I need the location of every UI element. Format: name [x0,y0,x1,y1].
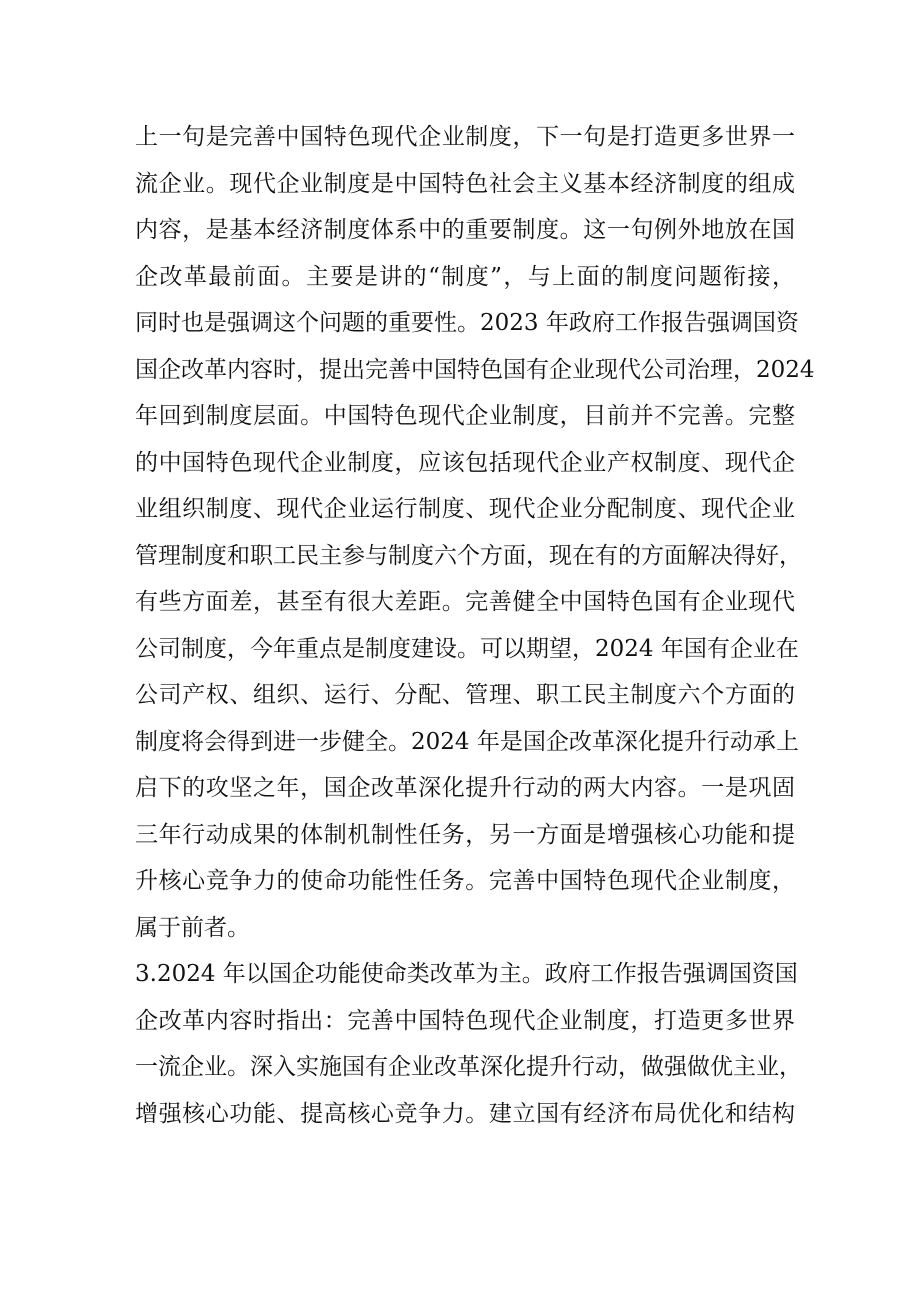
paragraph-1-line-2: 流企业。现代企业制度是中国特色社会主义基本经济制度的组成 [135,170,795,197]
paragraph-1-line-6: 国企改革内容时，提出完善中国特色国有企业现代公司治理，2024 [135,356,815,383]
paragraph-1-line-3: 内容，是基本经济制度体系中的重要制度。这一句例外地放在国 [135,217,795,243]
paragraph-1-line-18: 属于前者。 [135,914,250,941]
paragraph-1-line-12: 公司制度，今年重点是制度建设。可以期望，2024 年国有企业在 [135,635,799,662]
paragraph-1-line-11: 有些方面差，甚至有很大差距。完善健全中国特色国有企业现代 [135,589,795,615]
paragraph-2-line-2: 企改革内容时指出：完善中国特色现代企业制度，打造更多世界 [135,1007,795,1034]
document-body [135,114,815,1137]
paragraph-1-line-8: 的中国特色现代企业制度，应该包括现代企业产权制度、现代企 [135,449,795,476]
paragraph-1-line-1: 上一句是完善中国特色现代企业制度，下一句是打造更多世界一 [135,124,795,150]
paragraph-1-line-14: 制度将会得到进一步健全。2024 年是国企改革深化提升行动承上 [135,728,799,755]
paragraph-1-line-17: 升核心竞争力的使命功能性任务。完善中国特色现代企业制度， [135,868,795,894]
paragraph-1-line-5: 同时也是强调这个问题的重要性。2023 年政府工作报告强调国资 [135,310,799,336]
paragraph-1-line-4: 企改革最前面。主要是讲的“制度”，与上面的制度问题衔接， [135,263,795,290]
paragraph-1-line-9: 业组织制度、现代企业运行制度、现代企业分配制度、现代企业 [135,496,795,522]
paragraph-2-line-4: 增强核心功能、提高核心竞争力。建立国有经济布局优化和结构 [135,1100,795,1127]
paragraph-1-line-10: 管理制度和职工民主参与制度六个方面，现在有的方面解决得好， [135,542,802,569]
paragraph-2-line-3: 一流企业。深入实施国有企业改革深化提升行动，做强做优主业， [135,1054,802,1080]
paragraph-1-line-15: 启下的攻坚之年，国企改革深化提升行动的两大内容。一是巩固 [135,775,795,801]
paragraph-2-line-1: 3.2024 年以国企功能使命类改革为主。政府工作报告强调国资国 [135,961,798,987]
paragraph-1-line-16: 三年行动成果的体制机制性任务，另一方面是增强核心功能和提 [135,821,795,848]
paragraph-1-line-13: 公司产权、组织、运行、分配、管理、职工民主制度六个方面的 [135,682,795,708]
paragraph-1-line-7: 年回到制度层面。中国特色现代企业制度，目前并不完善。完整 [135,403,795,429]
